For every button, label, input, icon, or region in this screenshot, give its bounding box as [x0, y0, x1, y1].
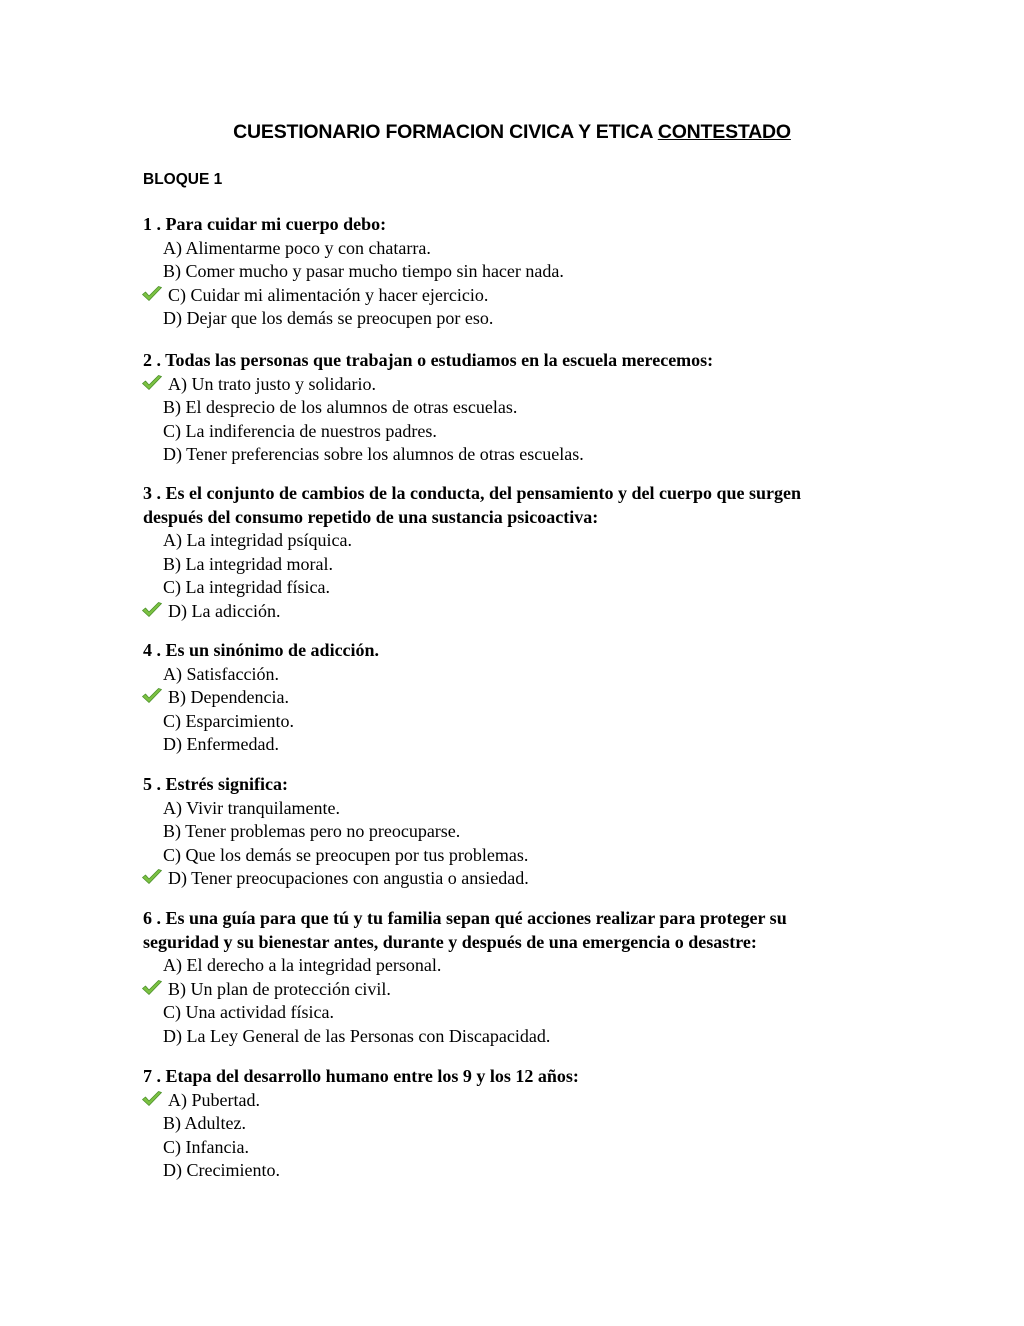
option-label: C) Infancia. — [163, 1136, 249, 1157]
option-c — [143, 284, 903, 308]
options-list — [143, 797, 903, 891]
question-text: 4 . Es un sinónimo de adicción. — [143, 640, 380, 660]
option-a — [143, 529, 903, 553]
option-label: B) El desprecio de los alumnos de otras escuelas. — [163, 397, 518, 417]
options-list — [143, 529, 903, 623]
option-label: A) Pubertad. — [168, 1089, 260, 1110]
option-b — [143, 978, 903, 1002]
option-label: D) Crecimiento. — [163, 1160, 280, 1180]
question-3 — [143, 482, 903, 623]
check-icon — [141, 979, 163, 997]
question-7 — [143, 1065, 903, 1183]
option-label: D) Enfermedad. — [163, 734, 279, 754]
option-a — [143, 1089, 903, 1113]
question-text: 2 . Todas las personas que trabajan o estudiamos en la escuela merecemos: — [143, 350, 714, 370]
option-a — [143, 373, 903, 397]
option-label: C) La indiferencia de nuestros padres. — [163, 420, 437, 441]
question-6 — [143, 907, 903, 1048]
question-text-line-2: después del consumo repetido de una sustancia psicoactiva: — [143, 506, 599, 527]
option-label: A) Vivir tranquilamente. — [163, 797, 341, 818]
option-c — [143, 1001, 903, 1025]
option-label: B) Comer mucho y pasar mucho tiempo sin hacer nada. — [163, 261, 564, 281]
option-b — [143, 820, 903, 844]
option-label: B) Adultez. — [163, 1113, 246, 1133]
option-label: A) El derecho a la integridad personal. — [163, 955, 442, 975]
option-c — [143, 1136, 903, 1160]
options-list — [143, 237, 903, 331]
question-1 — [143, 213, 903, 331]
question-4 — [143, 639, 903, 757]
options-list — [143, 373, 903, 467]
option-c — [143, 420, 903, 444]
option-a — [143, 797, 903, 821]
option-c — [143, 710, 903, 734]
check-icon — [141, 868, 163, 886]
option-a — [143, 663, 903, 687]
option-c — [143, 576, 903, 600]
check-icon — [141, 374, 163, 392]
question-text-line-1: 3 . Es el conjunto de cambios de la conducta, del pensamiento y del cuerpo que surgen — [143, 483, 802, 503]
option-label: C) Que los demás se preocupen por tus problemas. — [163, 844, 529, 865]
option-d — [143, 443, 903, 467]
option-label: B) Dependencia. — [168, 687, 289, 707]
option-label: D) Tener preocupaciones con angustia o ansiedad. — [168, 868, 529, 888]
option-label: A) Un trato justo y solidario. — [168, 373, 376, 394]
option-d — [143, 1025, 903, 1049]
option-label: D) La adicción. — [168, 600, 281, 621]
option-b — [143, 260, 903, 284]
title-main: CUESTIONARIO FORMACION CIVICA Y ETICA — [233, 121, 658, 143]
options-list — [143, 954, 903, 1048]
option-b — [143, 1112, 903, 1136]
option-label: B) La integridad moral. — [163, 553, 333, 574]
question-5 — [143, 773, 903, 891]
option-label: D) Tener preferencias sobre los alumnos de otras escuelas. — [163, 444, 584, 464]
option-label: B) Un plan de protección civil. — [168, 978, 391, 999]
options-list — [143, 1089, 903, 1183]
option-label: D) La Ley General de las Personas con Discapacidad. — [163, 1025, 551, 1046]
option-d — [143, 1159, 903, 1183]
option-label: C) Esparcimiento. — [163, 710, 294, 731]
option-label: A) Satisfacción. — [163, 663, 279, 684]
option-label: C) Una actividad física. — [163, 1002, 334, 1022]
option-label: A) Alimentarme poco y con chatarra. — [163, 237, 431, 258]
option-b — [143, 686, 903, 710]
check-icon — [141, 285, 163, 303]
question-text: 7 . Etapa del desarrollo humano entre los 9 y los 12 años: — [143, 1066, 579, 1086]
option-d — [143, 600, 903, 624]
option-d — [143, 867, 903, 891]
option-d — [143, 733, 903, 757]
option-label: D) Dejar que los demás se preocupen por eso. — [163, 308, 494, 328]
option-label: C) La integridad física. — [163, 577, 330, 597]
options-list — [143, 663, 903, 757]
option-d — [143, 307, 903, 331]
block-label: BLOQUE 1 — [143, 171, 223, 188]
option-label: B) Tener problemas pero no preocuparse. — [163, 821, 461, 841]
question-text-line-1: 6 . Es una guía para que tú y tu familia sepan qué acciones realizar para proteger su — [143, 908, 787, 928]
option-a — [143, 237, 903, 261]
option-a — [143, 954, 903, 978]
question-text: 5 . Estrés significa: — [143, 774, 288, 794]
check-icon — [141, 687, 163, 705]
question-text-line-2: seguridad y su bienestar antes, durante y después de una emergencia o desastre: — [143, 931, 757, 952]
option-b — [143, 396, 903, 420]
title-underlined: CONTESTADO — [657, 121, 791, 143]
document-title — [0, 121, 1024, 144]
check-icon — [141, 1090, 163, 1108]
option-c — [143, 844, 903, 868]
question-text: 1 . Para cuidar mi cuerpo debo: — [143, 214, 387, 234]
option-b — [143, 553, 903, 577]
option-label: A) La integridad psíquica. — [163, 530, 352, 550]
check-icon — [141, 601, 163, 619]
question-2 — [143, 349, 903, 467]
option-label: C) Cuidar mi alimentación y hacer ejercicio. — [168, 284, 489, 305]
